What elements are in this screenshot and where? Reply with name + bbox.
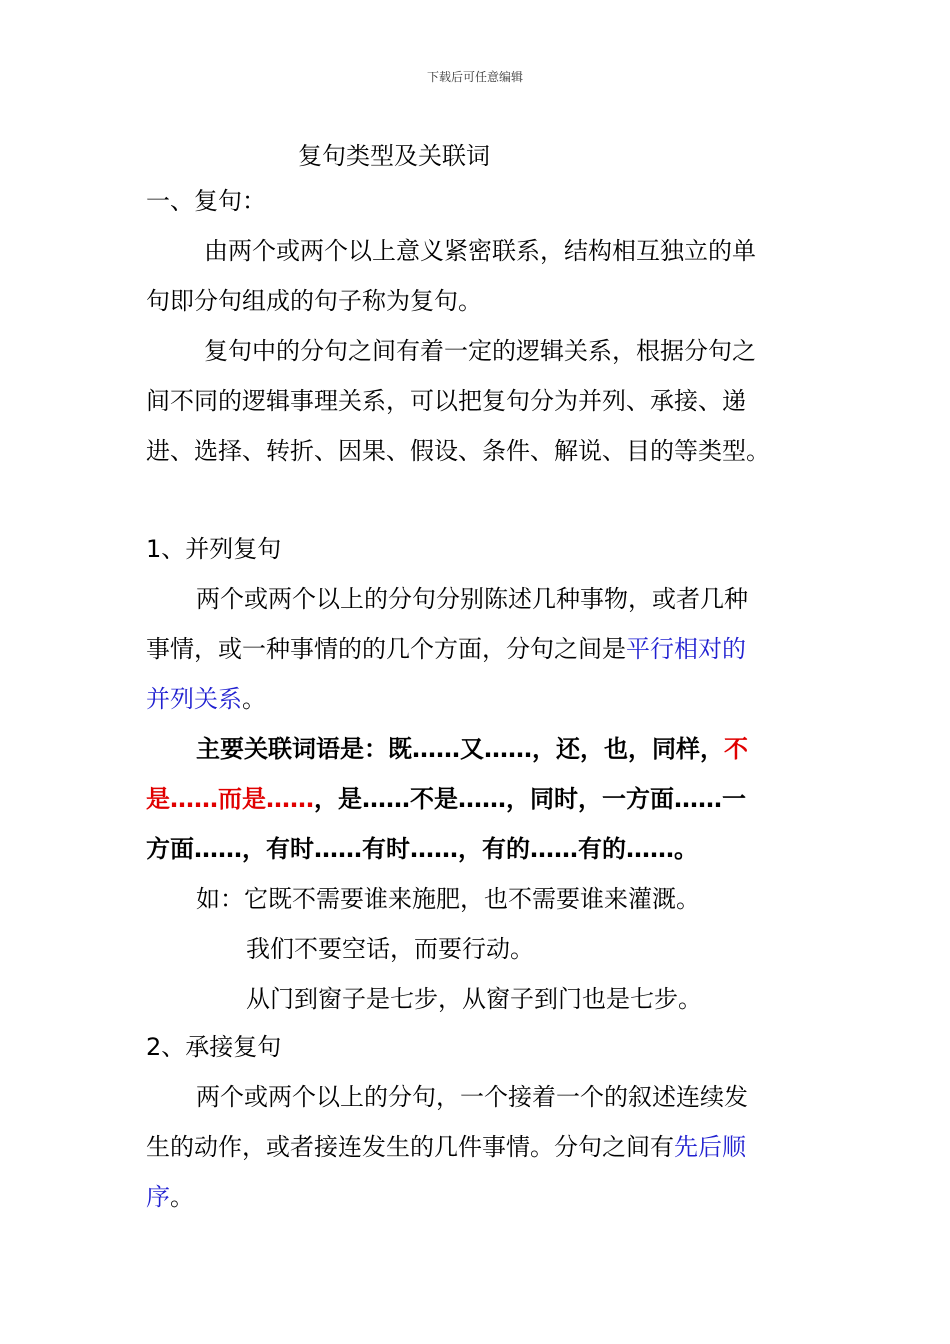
example-line: 如：它既不需要谁来施肥，也不需要谁来灌溉。 (196, 885, 700, 913)
highlight-text: 平行相对的 (626, 635, 746, 663)
example-line: 我们不要空话，而要行动。 (246, 935, 534, 963)
paragraph-line (146, 684, 266, 714)
page-header: 下载后可任意编辑 (426, 70, 523, 84)
text-span: 主要关联词语是：既……又……，还，也，同样， (196, 735, 724, 763)
item-heading: 2、承接复句 (146, 1033, 282, 1061)
paragraph-line (146, 634, 746, 664)
example-line: 从门到窗子是七步，从窗子到门也是七步。 (246, 985, 702, 1013)
paragraph-line: 间不同的逻辑事理关系，可以把复句分为并列、承接、递 (146, 387, 746, 415)
paragraph-line (146, 1182, 194, 1212)
paragraph-line: 进、选择、转折、因果、假设、条件、解说、目的等类型。 (146, 437, 770, 465)
paragraph-line: 两个或两个以上的分句分别陈述几种事物，或者几种 (196, 585, 748, 613)
item-heading: 1、并列复句 (146, 535, 282, 563)
keywords-line (146, 784, 746, 814)
paragraph-line (146, 1132, 746, 1162)
paragraph-line: 两个或两个以上的分句，一个接着一个的叙述连续发 (196, 1083, 748, 1111)
highlight-text: 序 (146, 1183, 170, 1211)
keywords-line: 方面……，有时……有时……，有的……有的……。 (146, 835, 698, 863)
paragraph-line: 句即分句组成的句子称为复句。 (146, 287, 482, 315)
keywords-line (196, 734, 748, 764)
section-heading: 一、复句： (146, 187, 266, 215)
text-span: 事情，或一种事情的的几个方面，分句之间是 (146, 635, 626, 663)
highlight-text: 是……而是…… (146, 785, 314, 813)
text-span: ，是……不是……，同时，一方面……一 (314, 785, 746, 813)
text-span: 。 (170, 1183, 194, 1211)
highlight-text: 不 (724, 735, 748, 763)
document-title: 复句类型及关联词 (298, 142, 490, 170)
text-span: 生的动作，或者接连发生的几件事情。分句之间有 (146, 1133, 674, 1161)
paragraph-line: 由两个或两个以上意义紧密联系，结构相互独立的单 (204, 237, 756, 265)
text-span: 。 (242, 685, 266, 713)
paragraph-line: 复句中的分句之间有着一定的逻辑关系，根据分句之 (204, 337, 756, 365)
highlight-text: 并列关系 (146, 685, 242, 713)
highlight-text: 先后顺 (674, 1133, 746, 1161)
